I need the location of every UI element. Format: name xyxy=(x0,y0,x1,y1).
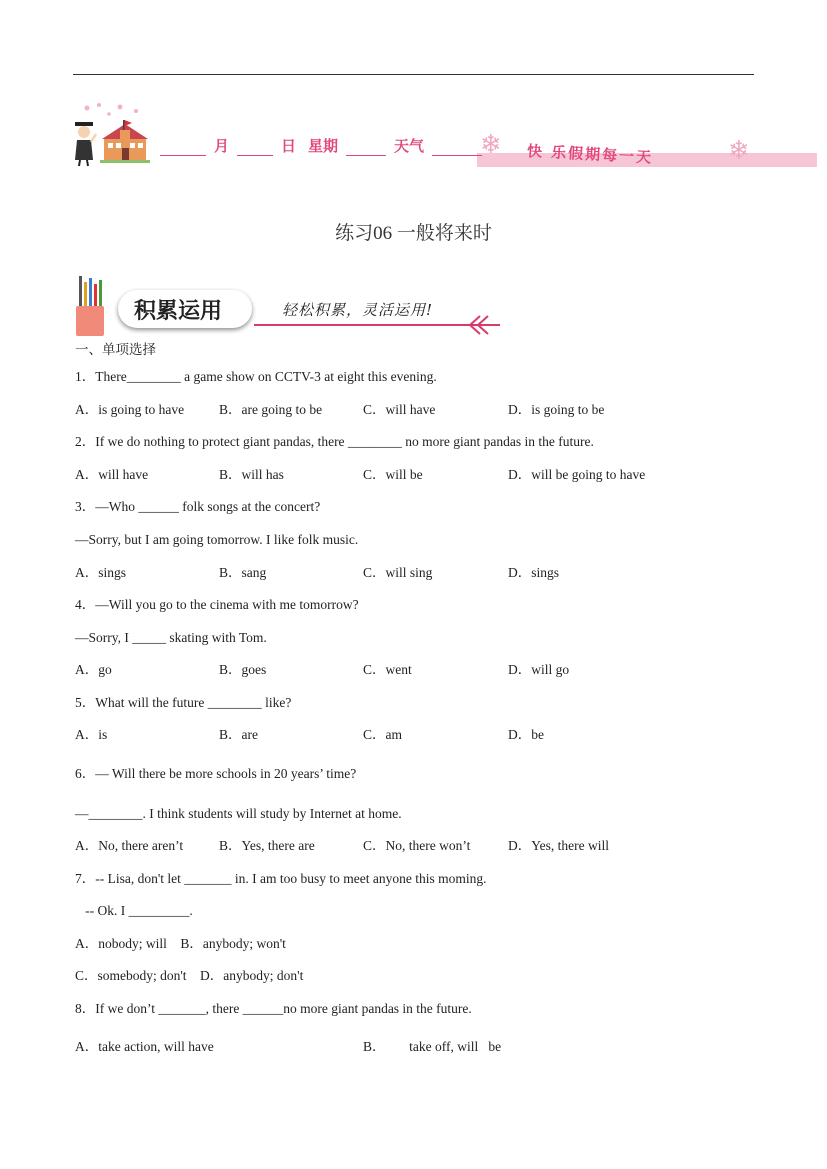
snowflake-icon: ❄ xyxy=(728,136,750,166)
option-a: A．No, there aren’t xyxy=(75,838,184,853)
option-d: D．Yes, there will xyxy=(508,838,609,853)
question-line: 5．What will the future ________ like? xyxy=(75,695,292,710)
weekday-label: 星期 xyxy=(308,137,339,155)
double-arrow-icon xyxy=(466,314,502,336)
student-school-illustration xyxy=(72,102,152,168)
option-b: B．are going to be xyxy=(219,402,323,417)
option-b: B．are xyxy=(219,727,258,742)
option-a: A．is going to have xyxy=(75,402,185,417)
question-line: 2．If we do nothing to protect giant pandas, there ________ no more giant pandas in the future. xyxy=(75,434,594,449)
day-blank xyxy=(237,137,273,156)
question-line: 6．— Will there be more schools in 20 years’ time? xyxy=(75,766,357,781)
option-a: A．sings xyxy=(75,565,127,580)
question-line: 8．If we don’t _______, there ______no more giant pandas in the future. xyxy=(75,1001,472,1016)
section-subtitle: 轻松积累，灵活运用! xyxy=(282,301,434,319)
option-a: A．is xyxy=(75,727,108,742)
page-title: 练习06 一般将来时 xyxy=(335,223,492,244)
option-d: D．sings xyxy=(508,565,560,580)
slogan-text: 快 乐假期每一天 xyxy=(526,142,654,167)
question-line: 1．There________ a game show on CCTV-3 at eight this evening. xyxy=(75,369,437,384)
option-a: A．will have xyxy=(75,467,149,482)
option-b: B．goes xyxy=(219,662,267,677)
option-d: D．is going to be xyxy=(508,402,605,417)
question-line: 7．-- Lisa, don't let _______ in. I am too busy to meet anyone this moming. xyxy=(75,871,487,886)
option-a: A．go xyxy=(75,662,112,677)
section-underline xyxy=(254,324,500,326)
date-weather-row xyxy=(158,135,484,156)
question-line: —Sorry, I _____ skating with Tom. xyxy=(75,630,267,645)
question-line: -- Ok. I _________. xyxy=(75,903,193,918)
weather-label: 天气 xyxy=(394,137,425,155)
question-line: —Sorry, but I am going tomorrow. I like folk music. xyxy=(75,532,359,547)
day-label: 日 xyxy=(281,137,297,155)
option-c: C．am xyxy=(363,727,402,742)
section-banner xyxy=(74,272,504,338)
option-b: B．sang xyxy=(219,565,267,580)
option-a: A．take action, will have xyxy=(75,1039,214,1054)
question-line: 4．—Will you go to the cinema with me tomorrow? xyxy=(75,597,359,612)
option-d: D．be xyxy=(508,727,544,742)
option-d: D．will be going to have xyxy=(508,467,646,482)
section-title: 积累运用 xyxy=(134,299,223,324)
question-line: 3．—Who ______ folk songs at the concert? xyxy=(75,499,321,514)
option-c: C．went xyxy=(363,662,412,677)
option-c: C．No, there won’t xyxy=(363,838,471,853)
snowflake-icon: ❄ xyxy=(480,130,502,160)
option-b: B．will has xyxy=(219,467,284,482)
header-banner xyxy=(72,102,822,172)
header-rule xyxy=(73,74,754,75)
month-blank xyxy=(160,137,206,156)
option-row: A．nobody; will B．anybody; won't xyxy=(75,936,286,951)
option-b: B． take off, will be xyxy=(363,1039,502,1054)
option-row: C．somebody; don't D．anybody; don't xyxy=(75,968,304,983)
weather-blank xyxy=(432,137,482,156)
weekday-blank xyxy=(346,137,386,156)
option-b: B．Yes, there are xyxy=(219,838,315,853)
option-c: C．will be xyxy=(363,467,423,482)
question-line: —________. I think students will study by Internet at home. xyxy=(75,806,402,821)
option-c: C．will sing xyxy=(363,565,433,580)
part-heading: 一、单项选择 xyxy=(75,342,156,357)
pencil-cup-icon xyxy=(74,272,108,338)
month-label: 月 xyxy=(214,137,230,155)
option-d: D．will go xyxy=(508,662,570,677)
option-c: C．will have xyxy=(363,402,436,417)
